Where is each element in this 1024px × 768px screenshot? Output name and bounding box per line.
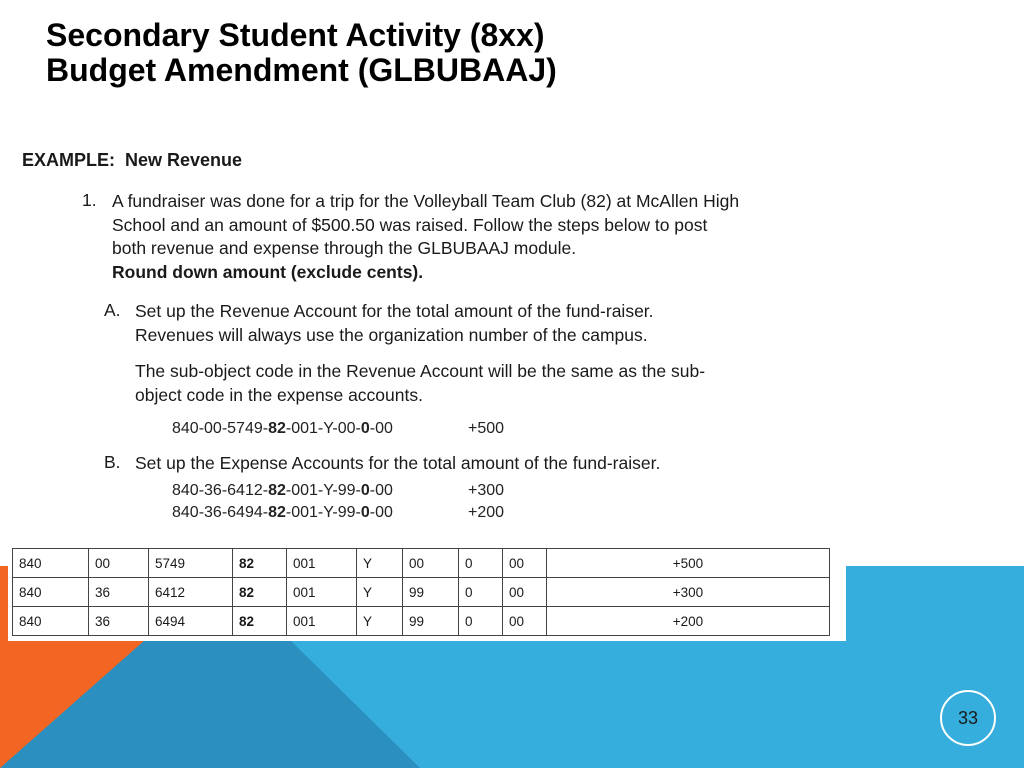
revenue-account xyxy=(172,420,505,438)
part-a-note xyxy=(135,360,705,407)
table-cell: 36 xyxy=(89,607,149,636)
account-org: 82 xyxy=(268,482,286,499)
table-cell: 00 xyxy=(89,549,149,578)
table-row xyxy=(13,607,830,636)
table-cell: 001 xyxy=(287,578,357,607)
step-line: both revenue and expense through the GLBUBAAJ module. xyxy=(112,238,577,258)
table-row xyxy=(13,549,830,578)
example-label: EXAMPLE: xyxy=(22,150,116,170)
title-line-2: Budget Amendment (GLBUBAAJ) xyxy=(46,52,557,88)
slide-title xyxy=(46,18,557,88)
account-sub: 0 xyxy=(360,420,370,437)
step-number: 1. xyxy=(82,190,97,210)
example-topic: New Revenue xyxy=(125,150,243,170)
part-a-marker: A. xyxy=(104,300,121,320)
account-mid: -001-Y-99- xyxy=(285,504,361,521)
table-cell: 99 xyxy=(403,578,459,607)
part-b-marker: B. xyxy=(104,452,121,472)
account-mid: -001-Y-00- xyxy=(285,420,361,437)
table-cell: 840 xyxy=(13,607,89,636)
table-cell: 00 xyxy=(503,578,547,607)
account-prefix: 840-00-5749- xyxy=(172,420,269,437)
table-cell: 82 xyxy=(233,549,287,578)
part-a-text xyxy=(135,300,654,347)
table-cell: 36 xyxy=(89,578,149,607)
part-a-line: Set up the Revenue Account for the total amount of the fund-raiser. xyxy=(135,301,654,321)
table-cell: Y xyxy=(357,578,403,607)
table-cell: 00 xyxy=(403,549,459,578)
table-cell: 6494 xyxy=(149,607,233,636)
step-text xyxy=(112,190,842,284)
table-cell: 00 xyxy=(503,549,547,578)
account-amount: +500 xyxy=(468,420,505,437)
table-cell: Y xyxy=(357,607,403,636)
table-cell: 82 xyxy=(233,607,287,636)
account-prefix: 840-36-6494- xyxy=(172,504,269,521)
account-amount: +200 xyxy=(468,504,505,521)
table-cell: 5749 xyxy=(149,549,233,578)
title-line-1: Secondary Student Activity (8xx) xyxy=(46,17,545,53)
table-cell: 840 xyxy=(13,578,89,607)
table-cell: +500 xyxy=(547,549,830,578)
part-b-text: Set up the Expense Accounts for the total amount of the fund-raiser. xyxy=(135,453,661,473)
account-amount: +300 xyxy=(468,482,505,499)
ledger-table xyxy=(12,548,830,636)
account-suffix: -00 xyxy=(369,420,393,437)
account-org: 82 xyxy=(268,504,286,521)
table-cell: 0 xyxy=(459,578,503,607)
account-suffix: -00 xyxy=(369,504,393,521)
account-suffix: -00 xyxy=(369,482,393,499)
step-line: A fundraiser was done for a trip for the Volleyball Team Club (82) at McAllen High xyxy=(112,191,740,211)
part-a-note-line: object code in the expense accounts. xyxy=(135,384,423,405)
table-cell: Y xyxy=(357,549,403,578)
table-cell: 840 xyxy=(13,549,89,578)
ledger-panel xyxy=(8,543,846,641)
table-cell: 0 xyxy=(459,607,503,636)
part-a-note-line: The sub-object code in the Revenue Account will be the same as the sub- xyxy=(135,361,706,381)
table-cell: 001 xyxy=(287,607,357,636)
account-org: 82 xyxy=(268,420,286,437)
table-row xyxy=(13,578,830,607)
table-cell: 0 xyxy=(459,549,503,578)
example-heading xyxy=(22,150,252,171)
step-bold-line: Round down amount (exclude cents). xyxy=(112,261,424,282)
account-sub: 0 xyxy=(360,482,370,499)
page-number: 33 xyxy=(940,690,996,746)
table-cell: 00 xyxy=(503,607,547,636)
expense-account xyxy=(172,504,505,522)
table-cell: 001 xyxy=(287,549,357,578)
table-cell: 82 xyxy=(233,578,287,607)
table-cell: 6412 xyxy=(149,578,233,607)
table-cell: +300 xyxy=(547,578,830,607)
account-mid: -001-Y-99- xyxy=(285,482,361,499)
account-prefix: 840-36-6412- xyxy=(172,482,269,499)
step-line xyxy=(112,214,840,238)
step-line-text: School and an amount of $500.50 was raised. Follow the steps below to post xyxy=(112,214,708,235)
part-a-line: Revenues will always use the organization number of the campus. xyxy=(135,324,648,345)
table-cell: 99 xyxy=(403,607,459,636)
account-sub: 0 xyxy=(360,504,370,521)
table-cell: +200 xyxy=(547,607,830,636)
expense-account xyxy=(172,482,505,500)
